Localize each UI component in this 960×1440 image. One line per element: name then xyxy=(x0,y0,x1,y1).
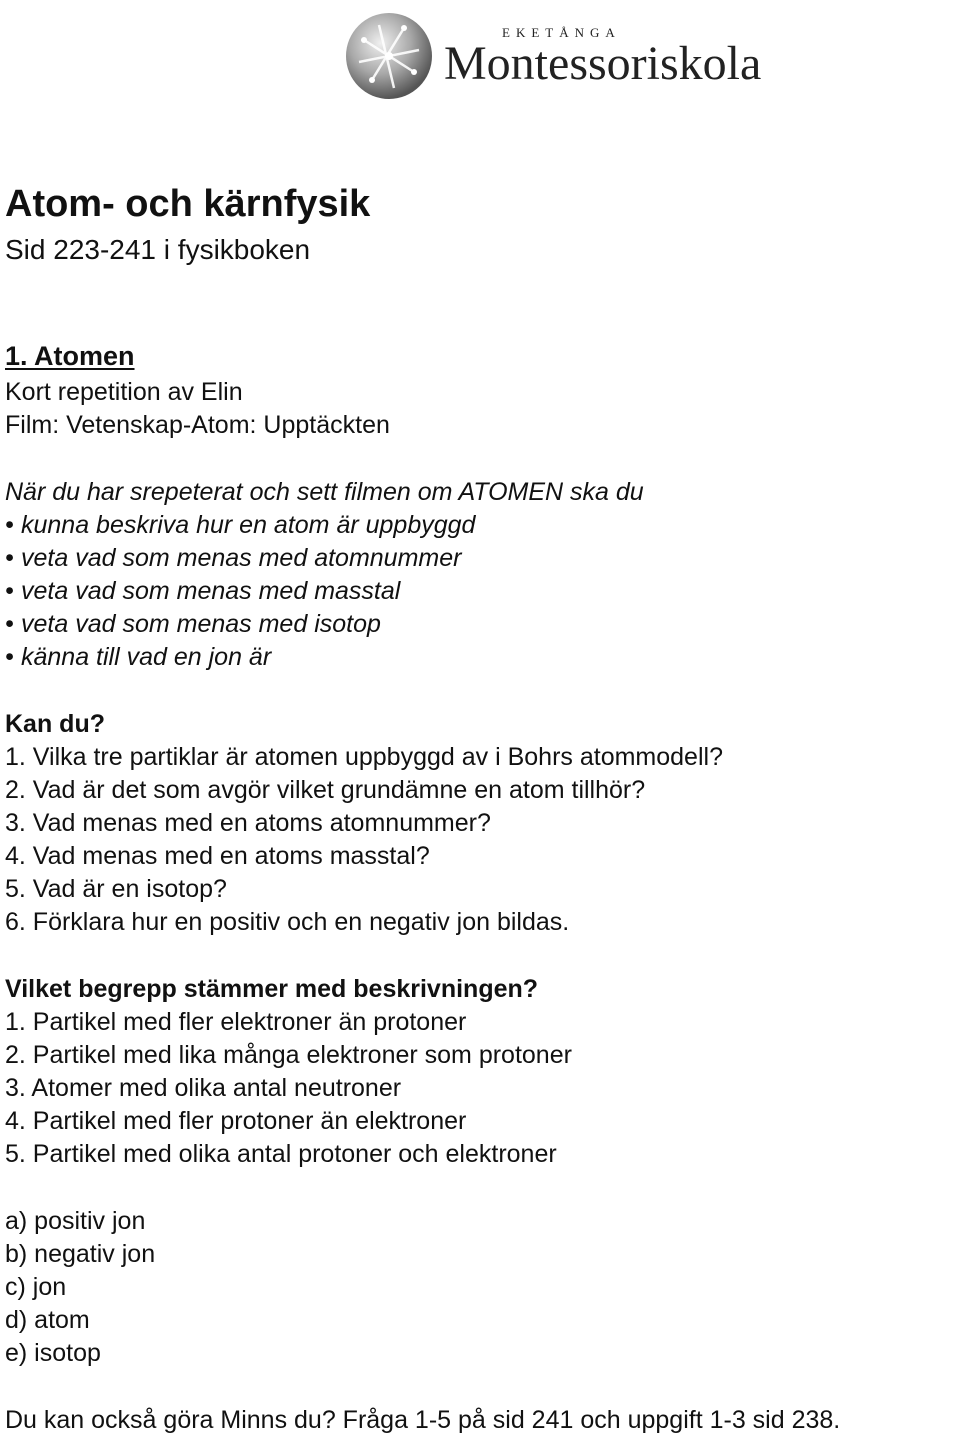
logo-title: Montessoriskola xyxy=(444,37,762,90)
bullet: • xyxy=(5,610,14,638)
question-item: 5. Vad är en isotop? xyxy=(5,875,227,903)
bullet: • xyxy=(5,511,14,539)
list-item xyxy=(5,542,461,574)
bullet: • xyxy=(5,577,14,605)
logo-subtitle: EKETÅNGA xyxy=(502,25,621,40)
goal-text: veta vad som menas med isotop xyxy=(21,610,381,638)
option-item: a) positiv jon xyxy=(5,1207,146,1235)
footer-note: Du kan också göra Minns du? Fråga 1-5 på sid 241 och uppgift 1-3 sid 238. xyxy=(5,1406,841,1434)
option-item: d) atom xyxy=(5,1306,90,1334)
description-item: 3. Atomer med olika antal neutroner xyxy=(5,1074,402,1102)
film-line: Film: Vetenskap-Atom: Upptäckten xyxy=(5,411,390,439)
goal-text: veta vad som menas med atomnummer xyxy=(21,544,462,572)
question-item: 2. Vad är det som avgör vilket grundämne en atom tillhör? xyxy=(5,776,646,804)
question-item: 4. Vad menas med en atoms masstal? xyxy=(5,842,430,870)
page-title: Atom- och kärnfysik xyxy=(5,183,371,225)
begrepp-heading: Vilket begrepp stämmer med beskrivningen? xyxy=(5,975,539,1003)
atom-emblem-icon xyxy=(344,10,434,102)
list-item xyxy=(5,575,400,607)
bullet: • xyxy=(5,643,14,671)
description-item: 4. Partikel med fler protoner än elektroner xyxy=(5,1107,467,1135)
intro-line: Kort repetition av Elin xyxy=(5,378,243,406)
description-item: 2. Partikel med lika många elektroner som protoner xyxy=(5,1041,572,1069)
list-item xyxy=(5,608,381,640)
goal-text: kunna beskriva hur en atom är uppbyggd xyxy=(21,511,476,539)
list-item xyxy=(5,641,271,673)
goal-text: veta vad som menas med masstal xyxy=(21,577,401,605)
section-heading-text: 1. Atomen xyxy=(5,341,135,371)
school-logo xyxy=(344,10,762,102)
kan-du-heading: Kan du? xyxy=(5,710,105,738)
option-item: e) isotop xyxy=(5,1339,101,1367)
page-subtitle: Sid 223-241 i fysikboken xyxy=(5,234,311,265)
question-item: 6. Förklara hur en positiv och en negativ jon bildas. xyxy=(5,908,570,936)
question-item: 3. Vad menas med en atoms atomnummer? xyxy=(5,809,491,837)
description-item: 1. Partikel med fler elektroner än protoner xyxy=(5,1008,467,1036)
question-item: 1. Vilka tre partiklar är atomen uppbyggd av i Bohrs atommodell? xyxy=(5,743,723,771)
goals-intro: När du har srepeterat och sett filmen om ATOMEN ska du xyxy=(5,478,644,506)
option-item: b) negativ jon xyxy=(5,1240,156,1268)
description-item: 5. Partikel med olika antal protoner och elektroner xyxy=(5,1140,557,1168)
section-heading xyxy=(5,339,135,373)
list-item xyxy=(5,509,475,541)
bullet: • xyxy=(5,544,14,572)
option-item: c) jon xyxy=(5,1273,67,1301)
goal-text: känna till vad en jon är xyxy=(21,643,272,671)
